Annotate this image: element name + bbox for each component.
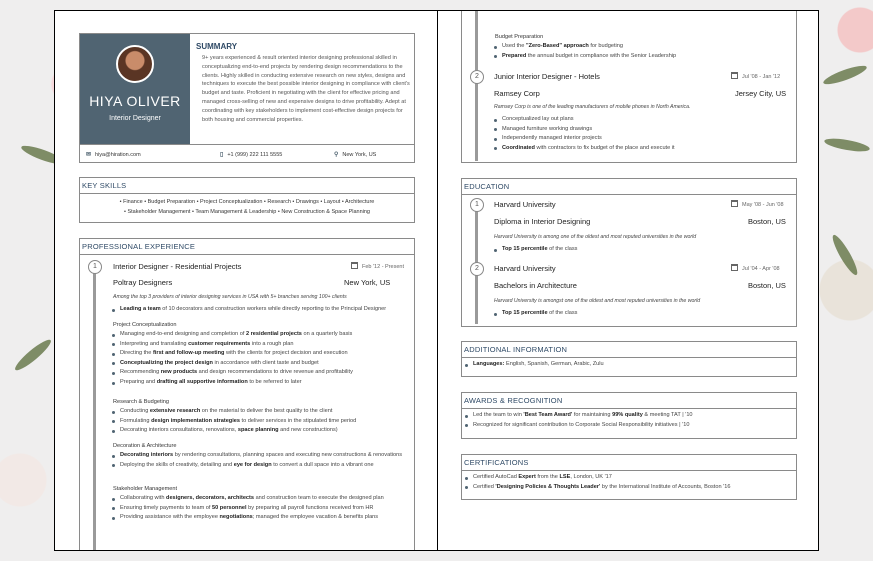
company-description: Among the top 3 providers of interior designing services in USA with 5+ branches serving 100+ clients <box>113 294 347 300</box>
timeline-marker: 2 <box>470 262 484 276</box>
job-title: Interior Designer - Residential Projects <box>113 262 242 271</box>
text: to be referred to later <box>247 378 302 385</box>
bullet-list <box>111 451 407 470</box>
school-name: Harvard University <box>494 264 556 273</box>
budget-list <box>493 42 793 61</box>
job-date-text: Feb '12 - Present <box>362 264 405 270</box>
list-item <box>493 309 793 319</box>
bold-text: first and follow-up meeting <box>152 350 225 357</box>
text: Deploying the skills of creativity, detailing and <box>120 461 234 468</box>
text: from the <box>535 474 560 480</box>
school-name: Harvard University <box>494 200 556 209</box>
bold-text: Top 15 percentile <box>502 246 548 252</box>
list-item <box>493 125 793 135</box>
list-item <box>111 504 407 514</box>
bold-text: eye for design <box>233 461 272 468</box>
text: and design recommendations to drive revenue and profitability <box>197 369 353 376</box>
timeline-line <box>93 273 96 551</box>
calendar-icon <box>351 262 358 269</box>
bold-text: Leading a team <box>120 306 161 312</box>
contact-bar <box>80 144 414 163</box>
list-item <box>493 144 793 154</box>
text: the annual budget in compliance with the Senior Leadership <box>526 52 677 59</box>
bold-text: space planning <box>237 427 279 434</box>
email-text: hiya@hiration.com <box>95 152 141 158</box>
degree-name: Bachelors in Architecture <box>494 281 577 290</box>
timeline-line <box>475 11 478 161</box>
text: Collaborating with <box>120 495 167 501</box>
certifications-list <box>464 473 784 492</box>
location-text: New York, US <box>342 152 377 158</box>
bullet-list <box>111 407 407 436</box>
text: Recognized for significant contribution to Corporate Social Responsibility initiatives | '10 <box>473 421 690 428</box>
location-contact <box>334 151 376 158</box>
text: of the class <box>547 310 578 316</box>
bold-text: design implementation strategies <box>151 417 240 424</box>
section-title: AWARDS & RECOGNITION <box>462 393 796 409</box>
bold-text: Conceptualizing the project design <box>120 359 213 366</box>
text: Independently managed interior projects <box>502 135 602 142</box>
list-item <box>111 494 407 504</box>
location-pin-icon: ⚲ <box>334 152 339 158</box>
additional-list <box>464 360 784 370</box>
text: of the class <box>547 246 578 252</box>
bold-text: negotiations <box>219 514 253 521</box>
list-item <box>464 421 784 431</box>
text: into a rough plan <box>250 340 294 347</box>
text: to convert a dull space into a vibrant one <box>271 461 374 468</box>
group-heading: Budget Preparation <box>495 34 544 40</box>
text: on the material to deliver the best quality to the client <box>200 408 333 414</box>
bold-text: new products <box>160 369 198 376</box>
text: , London, UK '17 <box>570 474 612 480</box>
text: for budgeting <box>588 43 623 49</box>
text: Directing the <box>120 350 153 357</box>
company-name: Poltray Designers <box>113 278 173 287</box>
leaf-decoration <box>12 336 54 373</box>
bullet-list <box>111 494 407 523</box>
key-skills-section <box>79 177 415 223</box>
bold-text: "Zero-Based" approach <box>525 43 589 49</box>
certifications-section <box>461 454 797 500</box>
text: Conceptualized lay out plans <box>502 116 574 122</box>
text: with the clients for project decision and execution <box>224 350 348 357</box>
text: Recommending <box>120 369 161 376</box>
group-heading: Stakeholder Management <box>113 486 178 492</box>
summary-text: 9+ years experienced & result oriented interior designing professional skilled in conceptualizing end-to-end projects by rendering design recommendations to the clients. Highly skilled in conducting extensive research on new styles, designs and techniques to execute the best possible interior designing in compliance with client's budget and taste. Proficient in negotiating with the client for effective pricing and managed cross-selling of new and expensive designs to drive profitability. Adept at coordinating with key stakeholders to implement cost-effective design projects for both housing and commercial properties. <box>202 55 410 123</box>
text: Preparing and <box>120 378 157 385</box>
text: Decorating interiors consultations, renovations, <box>120 427 238 434</box>
skills-list <box>80 194 414 220</box>
bold-text: 99% quality <box>612 412 643 418</box>
list-item <box>111 368 407 378</box>
education-location: Boston, US <box>748 281 786 290</box>
text: Managing end-to-end designing and completion of <box>120 331 246 337</box>
section-title: EDUCATION <box>462 179 796 195</box>
job-date-text: Jul '08 - Jan '12 <box>742 74 781 80</box>
additional-info-section <box>461 341 797 377</box>
leaf-decoration <box>822 62 869 87</box>
bullet-list <box>111 330 407 388</box>
education-date-text: May '08 - Jun '08 <box>742 202 784 208</box>
summary-title: SUMMARY <box>196 42 238 51</box>
bold-text: 'Designing Policies & Thoughts Leader' <box>495 483 601 490</box>
text: to deliver services in the stipulated time period <box>240 417 357 424</box>
list-item <box>493 42 793 52</box>
school-description: Harvard University is among one of the oldest and most reputed universities in the world <box>494 234 697 240</box>
list-item <box>111 407 407 417</box>
school-description: Harvard University is amongst one of the oldest and most reputed universities in the world <box>494 298 701 304</box>
timeline-marker: 1 <box>470 198 484 212</box>
text: Used the <box>502 43 526 49</box>
job-location: New York, US <box>344 278 391 287</box>
list-item <box>111 451 407 461</box>
text: by rendering consultations, planning spaces and executing new constructions & renovations <box>173 452 403 458</box>
text: for maintaining <box>572 412 613 418</box>
job2-list <box>493 115 793 153</box>
company-description: Ramsey Corp is one of the leading manufacturers of mobile phones in North America. <box>494 104 691 110</box>
bold-text: Decorating interiors <box>120 452 174 458</box>
text: and construction team to execute the designed plan <box>254 495 384 501</box>
text: of 10 decorators and construction workers while directly reporting to the Principal Designer <box>160 306 387 312</box>
text: by the International Institute of Accounts, Boston '16 <box>600 483 731 490</box>
list-item <box>464 473 784 483</box>
calendar-icon <box>731 72 738 79</box>
education-date <box>731 200 784 208</box>
phone-contact <box>220 151 282 158</box>
avatar <box>116 45 154 83</box>
list-item <box>111 340 407 350</box>
bold-text: Prepared <box>502 52 527 59</box>
list-item <box>111 305 411 315</box>
text: English, Spanish, German, Arabic, Zulu <box>504 361 604 367</box>
list-item <box>464 483 784 493</box>
education-date-text: Jul '04 - Apr '08 <box>742 266 780 272</box>
text: in accordance with client taste and budget <box>212 359 319 366</box>
leaf-decoration <box>829 233 861 278</box>
skills-line: • Finance • Budget Preparation • Project Conceptualization • Research • Drawings • Layout • Architecture <box>119 199 375 205</box>
education-list <box>493 309 793 319</box>
list-item <box>111 378 407 388</box>
list-item <box>464 411 784 421</box>
education-location: Boston, US <box>748 217 786 226</box>
resume-page-2 <box>437 10 819 551</box>
phone-text: +1 (999) 222 111 5555 <box>227 152 283 158</box>
bold-text: customer requirements <box>188 340 251 347</box>
phone-icon: ▯ <box>220 152 224 158</box>
resume-header <box>79 33 415 163</box>
resume-page-1 <box>54 10 438 551</box>
list-item <box>111 461 407 471</box>
text: Certified <box>473 483 496 490</box>
text: with contractors to fix budget of the place and execute it <box>534 144 675 151</box>
degree-name: Diploma in Interior Designing <box>494 217 591 226</box>
bold-text: Expert <box>518 474 536 480</box>
candidate-name: HIYA OLIVER <box>89 93 181 109</box>
bold-text: 50 personnel <box>212 504 247 511</box>
text: Conducting <box>120 408 150 414</box>
calendar-icon <box>731 264 738 271</box>
list-item <box>111 417 407 427</box>
text: on a quarterly basis <box>301 331 353 337</box>
bold-text: Languages: <box>473 361 505 367</box>
bold-text: designers, decorators, architects <box>166 495 255 501</box>
list-item <box>111 426 407 436</box>
text: Providing assistance with the employee <box>120 514 220 521</box>
job-date <box>351 262 404 270</box>
bold-text: Coordinated <box>502 144 535 151</box>
section-title: PROFESSIONAL EXPERIENCE <box>80 239 414 255</box>
group-heading: Decoration & Architecture <box>113 443 177 449</box>
bold-text: 2 residential projects <box>245 331 302 337</box>
awards-list <box>464 411 784 430</box>
list-item <box>111 359 407 369</box>
bold-text: drafting all supportive information <box>156 378 248 385</box>
bold-text: Top 15 percentile <box>502 310 548 316</box>
calendar-icon <box>731 200 738 207</box>
job-location: Jersey City, US <box>735 89 787 98</box>
bold-text: extensive research <box>149 408 201 414</box>
section-title: KEY SKILLS <box>80 178 414 194</box>
candidate-role: Interior Designer <box>109 115 161 122</box>
text: Led the team to win <box>473 412 524 418</box>
group-heading: Project Conceptualization <box>113 322 177 328</box>
text: Interpreting and translating <box>120 340 189 347</box>
list-item <box>464 360 784 370</box>
section-title: CERTIFICATIONS <box>462 455 796 471</box>
identity-panel <box>80 34 190 144</box>
section-title: ADDITIONAL INFORMATION <box>462 342 796 358</box>
bold-text: LSE <box>559 474 571 480</box>
email-contact[interactable] <box>86 151 141 158</box>
text: and new constructions) <box>278 427 338 434</box>
list-item <box>493 134 793 144</box>
text: by preparing all payroll functions received from HR <box>246 504 374 511</box>
text: ; managed the employee vacation & benefits plans <box>252 514 379 521</box>
job-title: Junior Interior Designer - Hotels <box>494 72 600 81</box>
education-date <box>731 264 780 272</box>
timeline-marker: 1 <box>88 260 102 274</box>
list-item <box>111 330 407 340</box>
skills-line: • Stakeholder Management • Team Management & Leadership • New Construction & Space Planning <box>124 209 370 215</box>
timeline-marker: 2 <box>470 70 484 84</box>
education-list <box>493 245 793 255</box>
text: & meeting TAT | '10 <box>642 412 693 418</box>
job-date <box>731 72 780 80</box>
text: Certified AutoCad <box>473 474 519 480</box>
leaf-decoration <box>823 136 870 154</box>
list-item <box>493 115 793 125</box>
text: Ensuring timely payments to team of <box>120 504 213 511</box>
awards-section <box>461 392 797 439</box>
list-item <box>493 245 793 255</box>
company-name: Ramsey Corp <box>494 89 540 98</box>
list-item <box>493 52 793 62</box>
list-item <box>111 513 407 523</box>
text: Formulating <box>120 417 152 424</box>
email-icon: ✉ <box>86 152 92 158</box>
group-heading: Research & Budgeting <box>113 399 169 405</box>
lead-list <box>111 305 411 315</box>
text: Managed furniture working drawings <box>502 125 593 132</box>
list-item <box>111 349 407 359</box>
bold-text: 'Best Team Award' <box>523 412 573 418</box>
